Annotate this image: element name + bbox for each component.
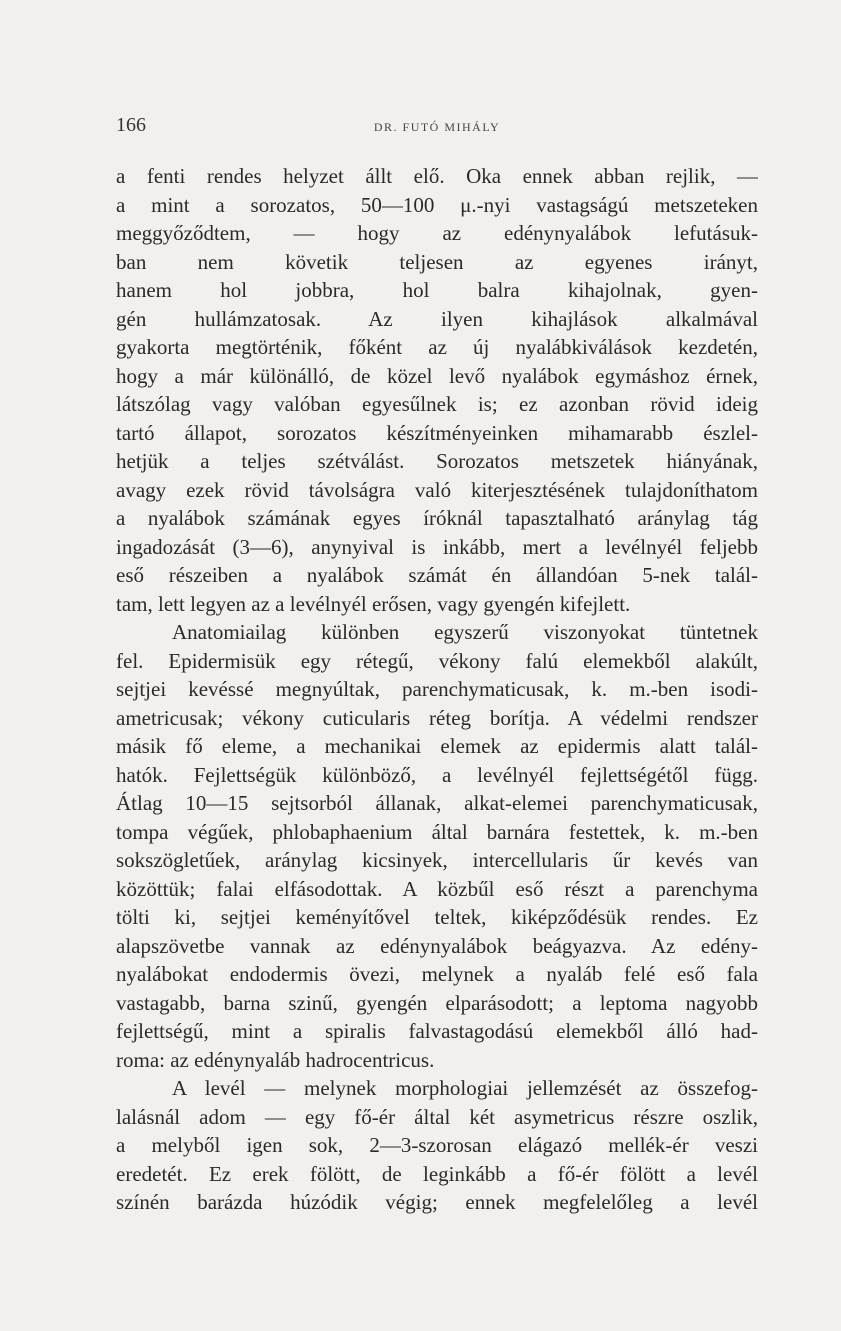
text-line: hanem hol jobbra, hol balra kihajolnak, gyen- — [116, 278, 758, 302]
running-head: DR. FUTÓ MIHÁLY — [373, 120, 501, 134]
text-line: A levél — melynek morphologiai jellemzését az összefog- — [172, 1076, 758, 1100]
text-line: tam, lett legyen az a levélnyél erősen, vagy gyengén kifejlett. — [116, 591, 631, 616]
paragraph — [116, 618, 758, 1074]
text-line: látszólag vagy valóban egyesűlnek is; ez azonban rövid ideig — [116, 392, 758, 416]
text-line: avagy ezek rövid távolságra való kiterjesztésének tulajdoníthatom — [116, 477, 758, 502]
text-line: fel. Epidermisük egy rétegű, vékony falú elemekből alakúlt, — [116, 648, 758, 673]
text-line: színén barázda húzódik végig; ennek megfelelőleg a levél — [116, 1190, 758, 1214]
paragraph — [116, 1074, 758, 1217]
text-line: hogy a már különálló, de közel levő nyalábok egymáshoz érnek, — [116, 363, 758, 388]
text-line: ametricusak; vékony cuticularis réteg borítja. A védelmi rendszer — [116, 705, 758, 730]
text-line: gyakorta megtörténik, főként az új nyalábkiválások kezdetén, — [116, 335, 758, 359]
text-line: hetjük a teljes szétválást. Sorozatos metszetek hiányának, — [116, 449, 758, 473]
text-line: közöttük; falai elfásodottak. A közbűl eső részt a parenchyma — [116, 876, 758, 901]
text-line: gén hullámzatosak. Az ilyen kihajlások alkalmával — [116, 306, 758, 331]
text-line: tölti ki, sejtjei keményítővel teltek, kiképződésük rendes. Ez — [116, 905, 758, 929]
text-line: fejlettségű, mint a spiralis falvastagodású elemekből álló had- — [116, 1019, 758, 1043]
text-line: tartó állapot, sorozatos készítményeinken mihamarabb észlel- — [116, 420, 758, 445]
text-line: sejtjei kevéssé megnyúltak, parenchymaticusak, k. m.-ben isodi- — [116, 677, 758, 701]
text-line: eredetét. Ez erek fölött, de leginkább a fő-ér fölött a levél — [116, 1161, 758, 1186]
text-line: a nyalábok számának egyes íróknál tapasztalható aránylag tág — [116, 506, 758, 530]
text-line: nyalábokat endodermis övezi, melynek a nyaláb felé eső fala — [116, 962, 758, 986]
text-line: Átlag 10—15 sejtsorból állanak, alkat-elemei parenchymaticusak, — [116, 791, 758, 815]
text-line: ingadozását (3—6), anynyival is inkább, mert a levélnyél feljebb — [116, 534, 758, 559]
text-line: vastagabb, barna szinű, gyengén elparásodott; a leptoma nagyobb — [116, 990, 758, 1015]
page-number: 166 — [116, 114, 146, 136]
text-line: ban nem követik teljesen az egyenes irányt, — [116, 249, 758, 274]
page-header — [116, 114, 758, 144]
text-line: a mint a sorozatos, 50—100 μ.-nyi vastagságú metszeteken — [116, 192, 758, 217]
text-line: sokszögletűek, aránylag kicsinyek, intercellularis űr kevés van — [116, 848, 758, 872]
text-line: tompa végűek, phlobaphaenium által barnára festettek, k. m.-ben — [116, 819, 758, 844]
text-line: lalásnál adom — egy fő-ér által két asymetricus részre oszlik, — [116, 1104, 758, 1129]
text-line: alapszövetbe vannak az edénynyalábok beágyazva. Az edény- — [116, 933, 758, 958]
text-line: Anatomiailag különben egyszerű viszonyokat tüntetnek — [172, 620, 758, 644]
text-line: másik fő eleme, a mechanikai elemek az epidermis alatt talál- — [116, 734, 758, 758]
text-line: roma: az edénynyaláb hadrocentricus. — [116, 1047, 435, 1072]
text-line: hatók. Fejlettségük különböző, a levélnyél fejlettségétől függ. — [116, 762, 758, 787]
body-text — [116, 162, 758, 1217]
text-line: eső részeiben a nyalábok számát én állandóan 5-nek talál- — [116, 563, 758, 587]
text-line: meggyőződtem, — hogy az edénynyalábok lefutásuk- — [116, 221, 758, 245]
text-line: a fenti rendes helyzet állt elő. Oka ennek abban rejlik, — — [116, 164, 758, 188]
text-line: a melyből igen sok, 2—3-szorosan elágazó mellék-ér veszi — [116, 1133, 758, 1157]
paragraph — [116, 162, 758, 618]
